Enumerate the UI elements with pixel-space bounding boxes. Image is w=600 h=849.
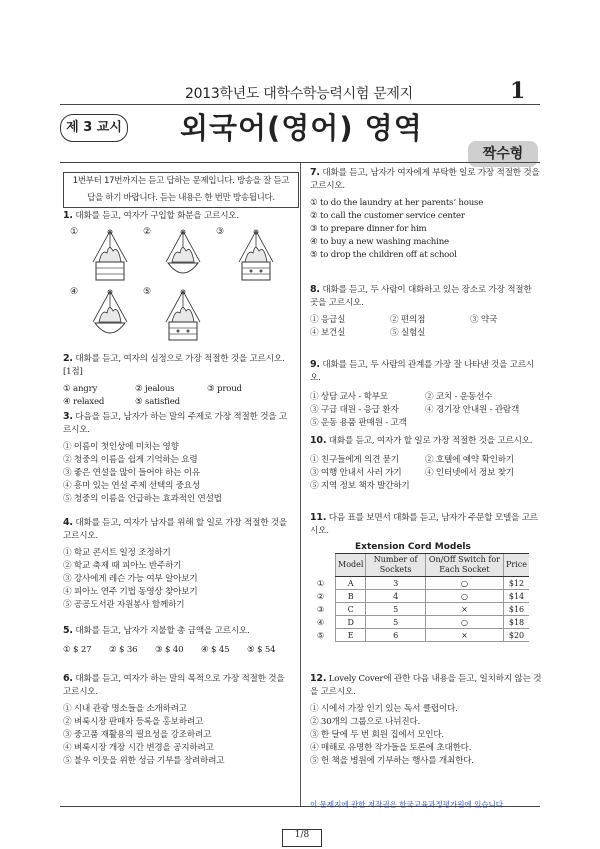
option-1[interactable]: ① 시에서 가장 인기 있는 독서 클럽이다. xyxy=(310,704,458,714)
option-4[interactable]: ④ 보건실 xyxy=(310,328,346,338)
question-6 xyxy=(63,672,295,768)
option-2[interactable]: ② 학교 축제 때 피아노 반주하기 xyxy=(63,561,182,571)
page-indicator: 1/8 xyxy=(282,829,322,847)
option-2[interactable]: ② 호텔에 예약 확인하기 xyxy=(425,455,514,465)
question-text: 대화를 듣고, 여자가 하는 말의 목적으로 가장 적절한 것을 고르시오. xyxy=(63,674,285,697)
option-4[interactable]: ④ 경기장 안내원 - 관람객 xyxy=(425,405,520,415)
option-1[interactable]: ① 친구들에게 의견 묻기 xyxy=(310,455,399,465)
option-1[interactable]: ① to do the laundry at her parents’ house xyxy=(310,198,484,208)
column-divider xyxy=(300,163,301,806)
question-7 xyxy=(310,166,542,262)
picture-option-number[interactable]: ④ xyxy=(70,287,79,297)
question-number: 8. xyxy=(310,284,320,295)
table-cell-switch: × xyxy=(425,603,503,616)
option-1[interactable]: ① 이름이 첫인상에 미치는 영향 xyxy=(63,442,179,452)
option-1[interactable]: ① $ 27 xyxy=(63,645,92,655)
option-3[interactable]: ③ $ 40 xyxy=(155,645,184,655)
option-5[interactable]: ⑤ satisfied xyxy=(135,397,180,407)
page-number: 1 xyxy=(510,78,526,104)
question-number: 10. xyxy=(310,435,327,446)
option-4[interactable]: ④ $ 45 xyxy=(201,645,230,655)
table-cell-sockets: 5 xyxy=(366,616,425,629)
question-text: 대화를 듣고, 남자가 여자에게 부탁한 일로 가장 적절한 것을 고르시오. xyxy=(310,168,540,191)
table-cell-switch: ○ xyxy=(425,616,503,629)
table-cell-sockets: 5 xyxy=(366,603,425,616)
question-number: 11. xyxy=(310,512,327,523)
question-text: 대화를 듣고, 여자의 심정으로 가장 적절한 것을 고르시오. [1점] xyxy=(63,354,285,377)
question-number: 3. xyxy=(63,411,73,422)
table-cell-sockets: 4 xyxy=(366,590,425,603)
question-text: Lovely Cover에 관한 다음 내용을 듣고, 일치하지 않는 것을 고르시오. xyxy=(310,674,542,697)
table-cell-model: B xyxy=(336,590,366,603)
option-1[interactable]: ① angry xyxy=(63,384,98,394)
header-rule-top xyxy=(60,104,540,105)
option-2[interactable]: ② jealous xyxy=(135,384,175,394)
table-row xyxy=(315,629,529,642)
option-5[interactable]: ⑤ 공공도서관 자원봉사 함께하기 xyxy=(63,600,185,610)
table-cell-n[interactable]: ③ xyxy=(317,604,325,614)
question-3 xyxy=(63,410,295,506)
option-1[interactable]: ① 상담 교사 - 학부모 xyxy=(310,392,388,402)
option-3[interactable]: ③ 약국 xyxy=(470,315,498,325)
option-2[interactable]: ② to call the customer service center xyxy=(310,211,465,221)
question-text: 다음을 듣고, 남자가 하는 말의 주제로 가장 적절한 것을 고르시오. xyxy=(63,412,288,435)
question-8 xyxy=(310,283,542,340)
option-5[interactable]: ⑤ 청중의 이름을 언급하는 효과적인 연설법 xyxy=(63,494,222,504)
option-4[interactable]: ④ 피아노 연주 기법 동영상 찾아보기 xyxy=(63,587,198,597)
question-number: 2. xyxy=(63,353,73,364)
option-3[interactable]: ③ 강사에게 레슨 가능 여부 알아보기 xyxy=(63,574,198,584)
table-cell-price: $18 xyxy=(504,616,530,629)
option-3[interactable]: ③ 여행 안내서 사러 가기 xyxy=(310,468,402,478)
table-cell-switch: × xyxy=(425,629,503,642)
table-cell-sockets: 3 xyxy=(366,577,425,590)
extension-cord-table xyxy=(315,553,529,642)
listening-notice: 1번부터 17번까지는 듣고 답하는 문제입니다. 방송을 잘 듣고 답을 하기 바랍니다. 듣는 내용은 한 번만 방송됩니다. xyxy=(63,172,299,208)
copyright-notice: 이 문제지에 관한 저작권은 한국교육과정평가원에 있습니다. xyxy=(310,800,506,809)
option-5[interactable]: ⑤ $ 54 xyxy=(247,645,276,655)
hanging-planter-icon[interactable] xyxy=(85,289,135,345)
question-number: 4. xyxy=(63,517,73,528)
option-2[interactable]: ② 청중의 이름을 쉽게 기억하는 요령 xyxy=(63,455,198,465)
option-3[interactable]: ③ 좋은 연설을 많이 들어야 하는 이유 xyxy=(63,468,201,478)
picture-option-number[interactable]: ② xyxy=(143,227,152,237)
option-4[interactable]: ④ 매해로 유명한 작가들을 토론에 초대한다. xyxy=(310,743,472,753)
table-cell-model: D xyxy=(336,616,366,629)
question-2 xyxy=(63,352,295,409)
option-3[interactable]: ③ to prepare dinner for him xyxy=(310,224,427,234)
option-1[interactable]: ① 응급실 xyxy=(310,315,346,325)
option-3[interactable]: ③ proud xyxy=(207,384,242,394)
col-header-model: Model xyxy=(336,554,366,577)
option-2[interactable]: ② 벼룩시장 판매자 등록을 홍보하려고 xyxy=(63,717,204,727)
question-number: 12. xyxy=(310,673,327,684)
option-1[interactable]: ① 시내 관광 명소들을 소개하려고 xyxy=(63,704,187,714)
table-cell-price: $12 xyxy=(504,577,530,590)
question-text: 대화를 듣고, 남자가 지불할 총 금액을 고르시오. xyxy=(75,626,250,636)
table-row xyxy=(315,590,529,603)
question-number: 6. xyxy=(63,673,73,684)
option-5[interactable]: ⑤ 운동 용품 판매원 - 고객 xyxy=(310,418,407,428)
question-text: 대화를 듣고, 여자가 구입할 화분을 고르시오. xyxy=(75,211,239,221)
table-row xyxy=(315,577,529,590)
session-badge: 제 3 교시 xyxy=(60,114,128,142)
table-row xyxy=(315,616,529,629)
question-number: 5. xyxy=(63,625,73,636)
question-text: 대화를 듣고, 여자가 할 일로 가장 적절한 것을 고르시오. xyxy=(328,436,533,446)
type-badge: 짝수형 xyxy=(468,141,538,167)
question-5 xyxy=(63,624,295,657)
table-cell-price: $14 xyxy=(504,590,530,603)
col-header-sockets: Number of Sockets xyxy=(366,554,425,577)
table-cell-n[interactable]: ① xyxy=(317,578,325,588)
option-4[interactable]: ④ 인터넷에서 정보 찾기 xyxy=(425,468,514,478)
table-cell-model: C xyxy=(336,603,366,616)
table-cell-n[interactable]: ④ xyxy=(317,617,325,627)
table-cell-model: A xyxy=(336,577,366,590)
table-title: Extension Cord Models xyxy=(355,542,471,552)
table-cell-price: $20 xyxy=(504,629,530,642)
table-row xyxy=(315,603,529,616)
hanging-planter-icon[interactable] xyxy=(85,229,135,285)
question-number: 9. xyxy=(310,359,320,370)
option-2[interactable]: ② 편의점 xyxy=(390,315,426,325)
question-number: 1. xyxy=(63,210,73,221)
picture-option-number[interactable]: ① xyxy=(70,227,79,237)
col-header-switch: On/Off Switch for Each Socket xyxy=(425,554,503,577)
option-5[interactable]: ⑤ 지역 정보 책자 발간하기 xyxy=(310,481,410,491)
question-9 xyxy=(310,358,542,430)
option-5[interactable]: ⑤ 불우 이웃을 위한 성금 기부를 장려하려고 xyxy=(63,756,225,766)
hanging-planter-icon[interactable] xyxy=(158,229,208,285)
table-cell-sockets: 6 xyxy=(366,629,425,642)
option-2[interactable]: ② 코치 - 운동선수 xyxy=(425,392,493,402)
table-cell-switch: ○ xyxy=(425,590,503,603)
question-text: 대화를 듣고, 두 사람의 관계를 가장 잘 나타낸 것을 고르시오. xyxy=(310,360,535,383)
option-3[interactable]: ③ 한 달에 두 번 회원 집에서 모인다. xyxy=(310,730,444,740)
option-4[interactable]: ④ relaxed xyxy=(63,397,105,407)
option-5[interactable]: ⑤ 헌 책을 병원에 기부하는 행사를 개최한다. xyxy=(310,756,474,766)
question-text: 대화를 듣고, 여자가 남자를 위해 할 일로 가장 적절한 것을 고르시오. xyxy=(63,518,288,541)
option-4[interactable]: ④ 흥미 있는 연설 주제 선택의 중요성 xyxy=(63,481,201,491)
table-cell-model: E xyxy=(336,629,366,642)
option-3[interactable]: ③ 구급 대원 - 응급 환자 xyxy=(310,405,399,415)
question-text: 대화를 듣고, 두 사람이 대화하고 있는 장소로 가장 적절한 곳을 고르시오. xyxy=(310,285,532,308)
subject-title: 외국어(영어) 영역 xyxy=(180,111,423,145)
hanging-planter-icon[interactable] xyxy=(231,229,281,285)
table-cell-n[interactable]: ⑤ xyxy=(317,630,325,640)
question-10 xyxy=(310,434,542,493)
option-5[interactable]: ⑤ 실험실 xyxy=(390,328,426,338)
hanging-planter-icon[interactable] xyxy=(158,289,208,345)
picture-option-number[interactable]: ⑤ xyxy=(143,287,152,297)
option-1[interactable]: ① 학교 콘서트 일정 조정하기 xyxy=(63,548,171,558)
question-1 xyxy=(63,209,293,223)
option-2[interactable]: ② $ 36 xyxy=(109,645,138,655)
option-4[interactable]: ④ to buy a new washing machine xyxy=(310,237,449,247)
col-header-price: Price xyxy=(504,554,530,577)
table-cell-price: $16 xyxy=(504,603,530,616)
question-number: 7. xyxy=(310,167,320,178)
option-5[interactable]: ⑤ to drop the children off at school xyxy=(310,250,457,260)
question-4 xyxy=(63,516,295,612)
exam-title: 2013학년도 대학수학능력시험 문제지 xyxy=(185,86,413,102)
question-11 xyxy=(310,511,542,538)
table-cell-switch: ○ xyxy=(425,577,503,590)
table-cell-n[interactable]: ② xyxy=(317,591,325,601)
picture-option-number[interactable]: ③ xyxy=(216,227,225,237)
question-text: 다음 표를 보면서 대화를 듣고, 남자가 주문할 모델을 고르시오. xyxy=(310,513,538,536)
option-3[interactable]: ③ 중고품 재활용의 필요성을 강조하려고 xyxy=(63,730,212,740)
option-2[interactable]: ② 30개의 그룹으로 나뉘진다. xyxy=(310,717,421,727)
option-4[interactable]: ④ 벼룩시장 개장 시간 변경을 공지하려고 xyxy=(63,743,214,753)
question-12 xyxy=(310,672,542,768)
